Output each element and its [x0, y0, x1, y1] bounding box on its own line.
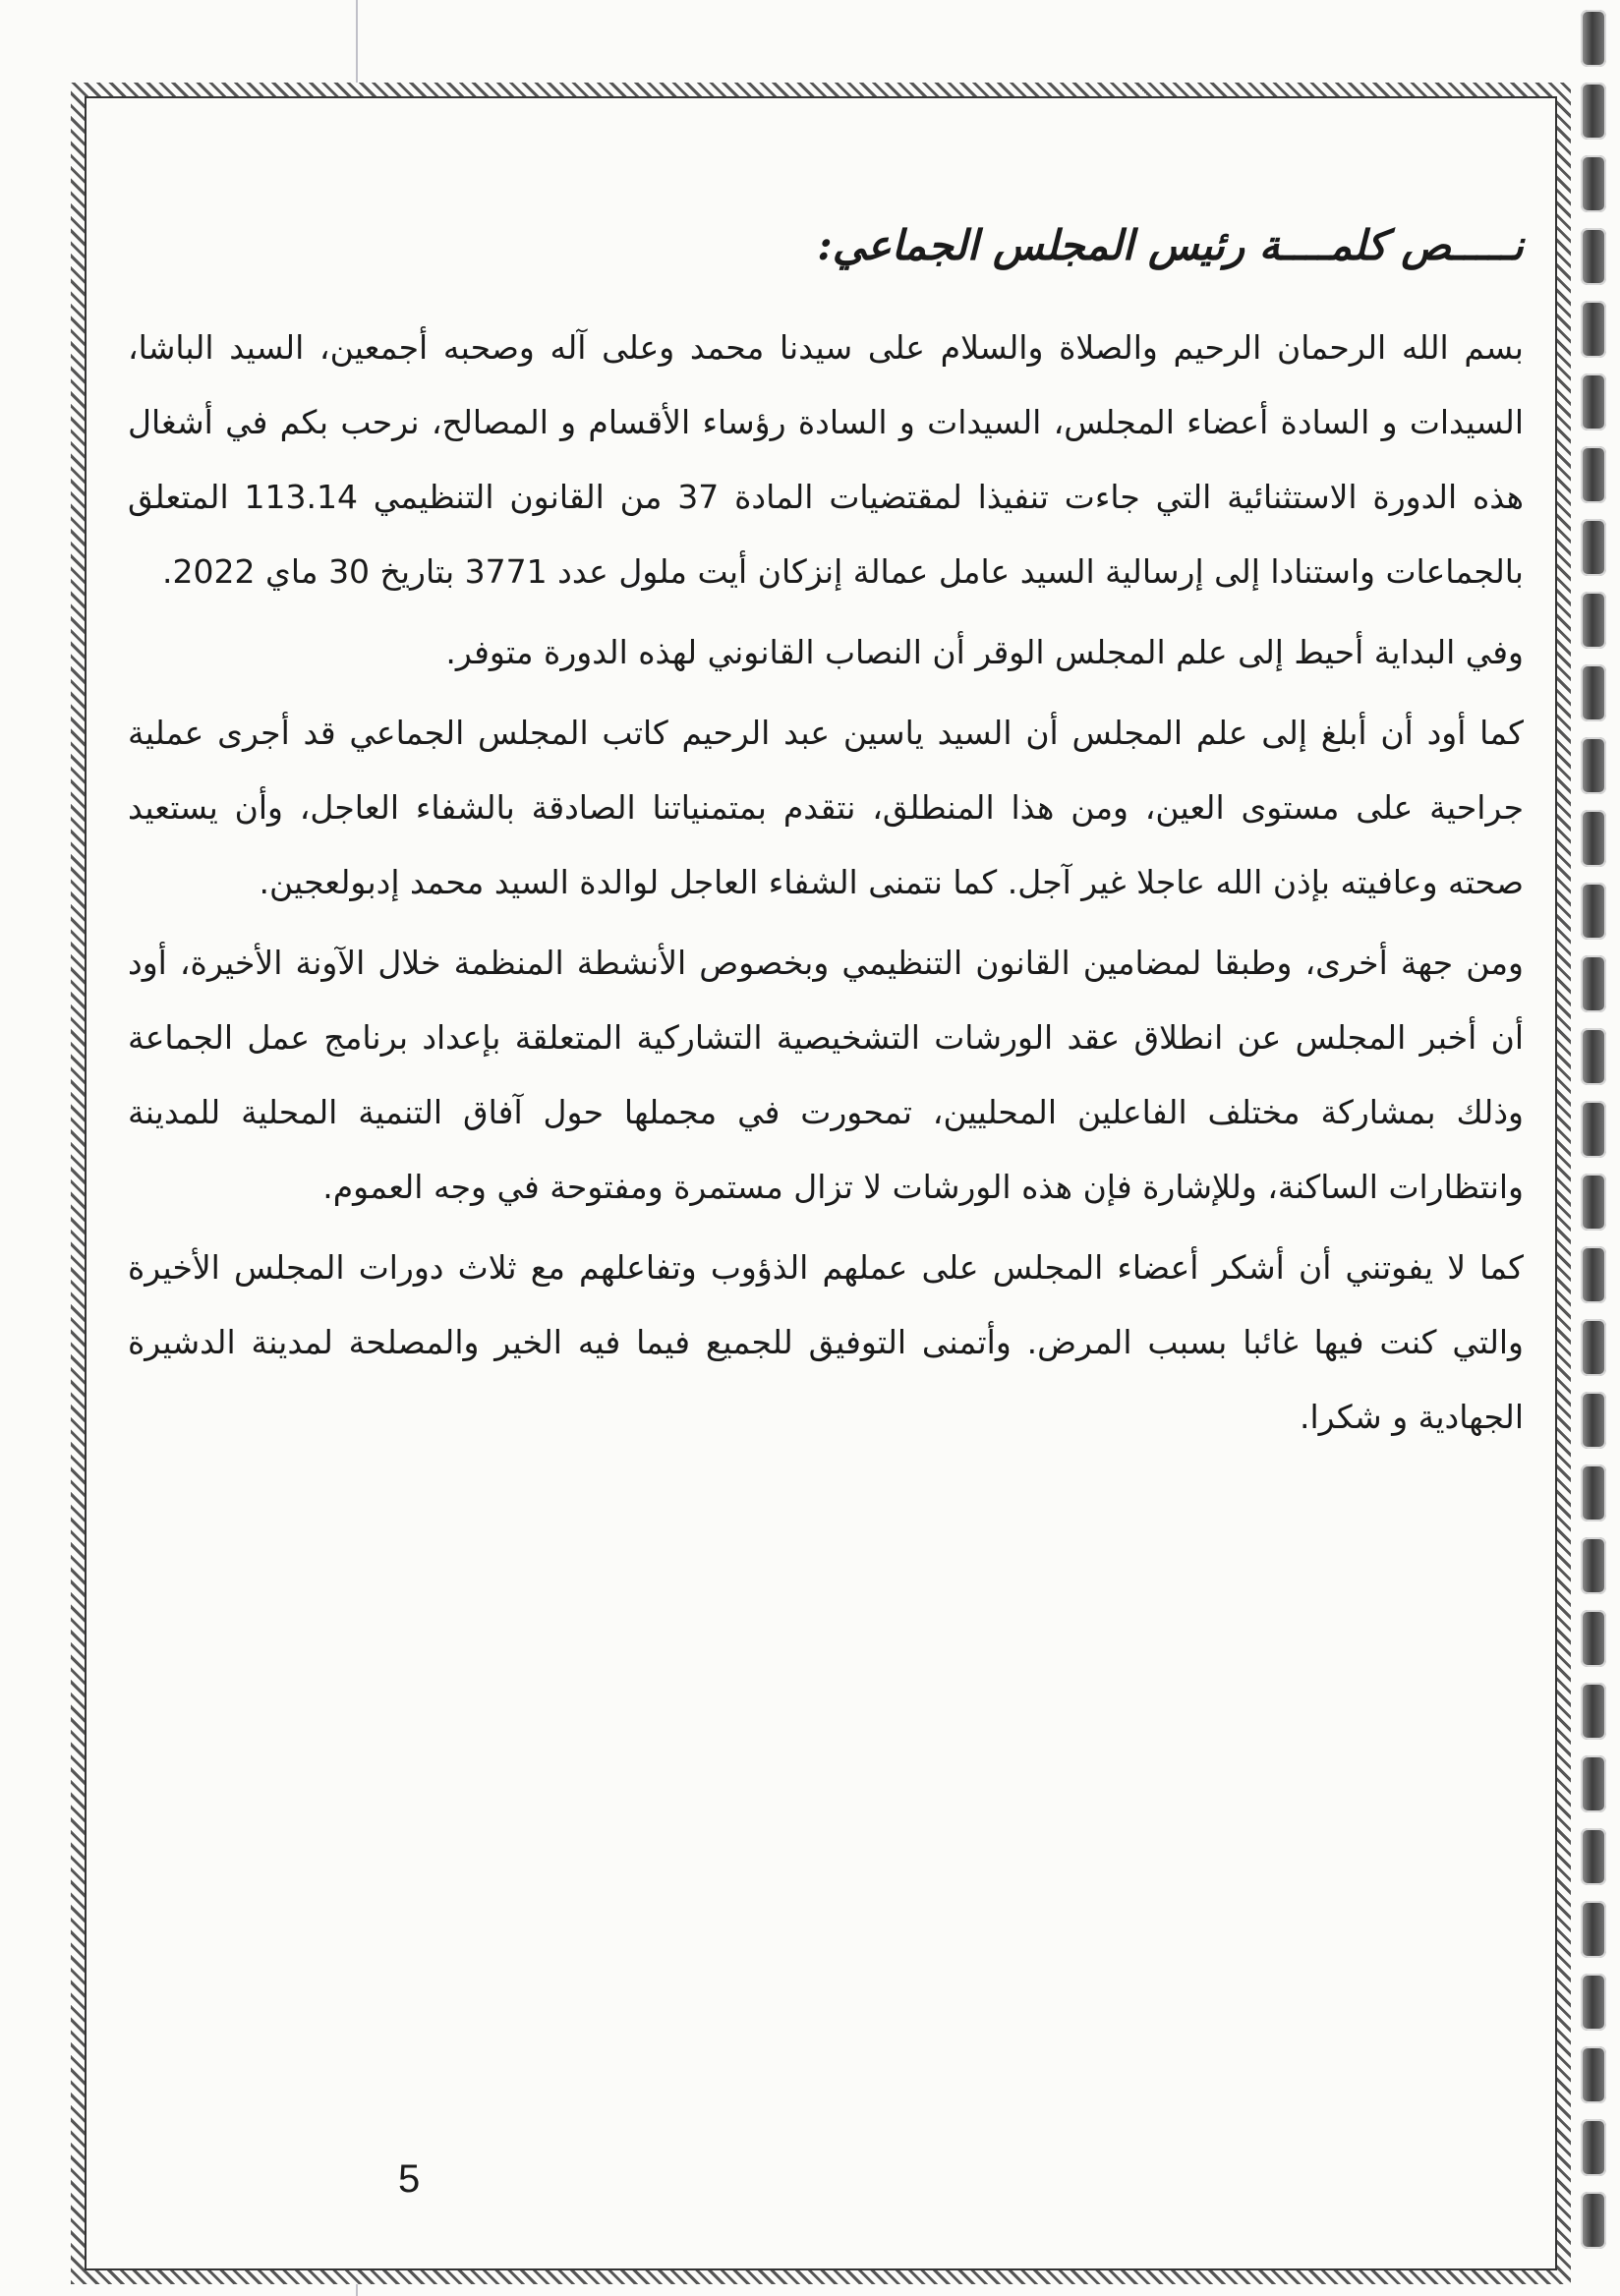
paragraph-thanks: كما لا يفوتني أن أشكر أعضاء المجلس على عملهم الذؤوب وتفاعلهم مع ثلاث دورات المجلس الأخيرة والتي كنت فيها غائبا بسبب المرض. وأتمنى التوفيق للجميع فيما فيه الخير والمصلحة لمدينة الدشيرة الجهادية و شكرا.: [128, 1248, 1524, 1436]
binding-ring: [1581, 446, 1606, 503]
binding-ring: [1581, 155, 1606, 212]
binding-ring: [1581, 519, 1606, 576]
binding-ring: [1581, 955, 1606, 1012]
binding-ring: [1581, 1610, 1606, 1667]
paragraph-get-well: كما أود أن أبلغ إلى علم المجلس أن السيد ياسين عبد الرحيم كاتب المجلس الجماعي قد أجرى عملية جراحية على مستوى العين، ومن هذا المنطلق، نتقدم بمتمنياتنا الصادقة بالشفاء العاجل، وأن يستعيد صحته وعافيته بإذن الله عاجلا غير آجل. كما نتمنى الشفاء العاجل لوالدة السيد محمد إدبولعجين.: [128, 714, 1524, 901]
binding-ring: [1581, 1174, 1606, 1231]
binding-ring: [1581, 1392, 1606, 1449]
binding-ring: [1581, 1464, 1606, 1521]
binding-ring: [1581, 1901, 1606, 1958]
binding-ring: [1581, 1537, 1606, 1594]
binding-ring: [1581, 228, 1606, 285]
spiral-binding: [1575, 0, 1606, 2296]
binding-ring: [1581, 1683, 1606, 1740]
paragraph-quorum: وفي البداية أحيط إلى علم المجلس الوقر أن النصاب القانوني لهذه الدورة متوفر.: [445, 633, 1524, 671]
binding-ring: [1581, 664, 1606, 721]
binding-ring: [1581, 1246, 1606, 1303]
binding-ring: [1581, 883, 1606, 940]
binding-ring: [1581, 373, 1606, 430]
binding-ring: [1581, 1974, 1606, 2031]
binding-ring: [1581, 810, 1606, 867]
binding-ring: [1581, 1101, 1606, 1158]
speech-text: [128, 216, 1524, 1461]
paragraph-workshops: ومن جهة أخرى، وطبقا لمضامين القانون التنظيمي وبخصوص الأنشطة المنظمة خلال الآونة الأخيرة، أود أن أخبر المجلس عن انطلاق عقد الورشات التشخيصية التشاركية المتعلقة بإعداد برنامج عمل الجماعة وذلك بمشاركة مختلف الفاعلين المحليين، تمحورت في مجملها حول آفاق التنمية المحلية للمدينة وانتظارات الساكنة، وللإشارة فإن هذه الورشات لا تزال مستمرة ومفتوحة في وجه العموم.: [128, 944, 1524, 1206]
binding-ring: [1581, 10, 1606, 67]
binding-ring: [1581, 83, 1606, 140]
binding-ring: [1581, 1755, 1606, 1812]
binding-ring: [1581, 592, 1606, 649]
page-number: 5: [398, 2157, 421, 2201]
binding-ring: [1581, 1828, 1606, 1885]
binding-ring: [1581, 1028, 1606, 1085]
binding-ring: [1581, 2192, 1606, 2249]
page-title: نـــــص كلمــــة رئيس المجلس الجماعي:: [817, 221, 1524, 269]
binding-ring: [1581, 301, 1606, 358]
paragraph-opening: بسم الله الرحمان الرحيم والصلاة والسلام على سيدنا محمد وعلى آله وصحبه أجمعين، السيد الباشا، السيدات و السادة أعضاء المجلس، السيدات و السادة رؤساء الأقسام و المصالح، نرحب بكم في أشغال هذه الدورة الاستثنائية التي جاءت تنفيذا لمقتضيات المادة 37 من القانون التنظيمي 113.14 المتعلق بالجماعات واستنادا إلى إرسالية السيد عامل عمالة إنزكان أيت ملول عدد 3771 بتاريخ 30 ماي 2022.: [128, 328, 1524, 591]
binding-ring: [1581, 2119, 1606, 2176]
binding-ring: [1581, 1319, 1606, 1376]
binding-ring: [1581, 737, 1606, 794]
binding-ring: [1581, 2046, 1606, 2103]
